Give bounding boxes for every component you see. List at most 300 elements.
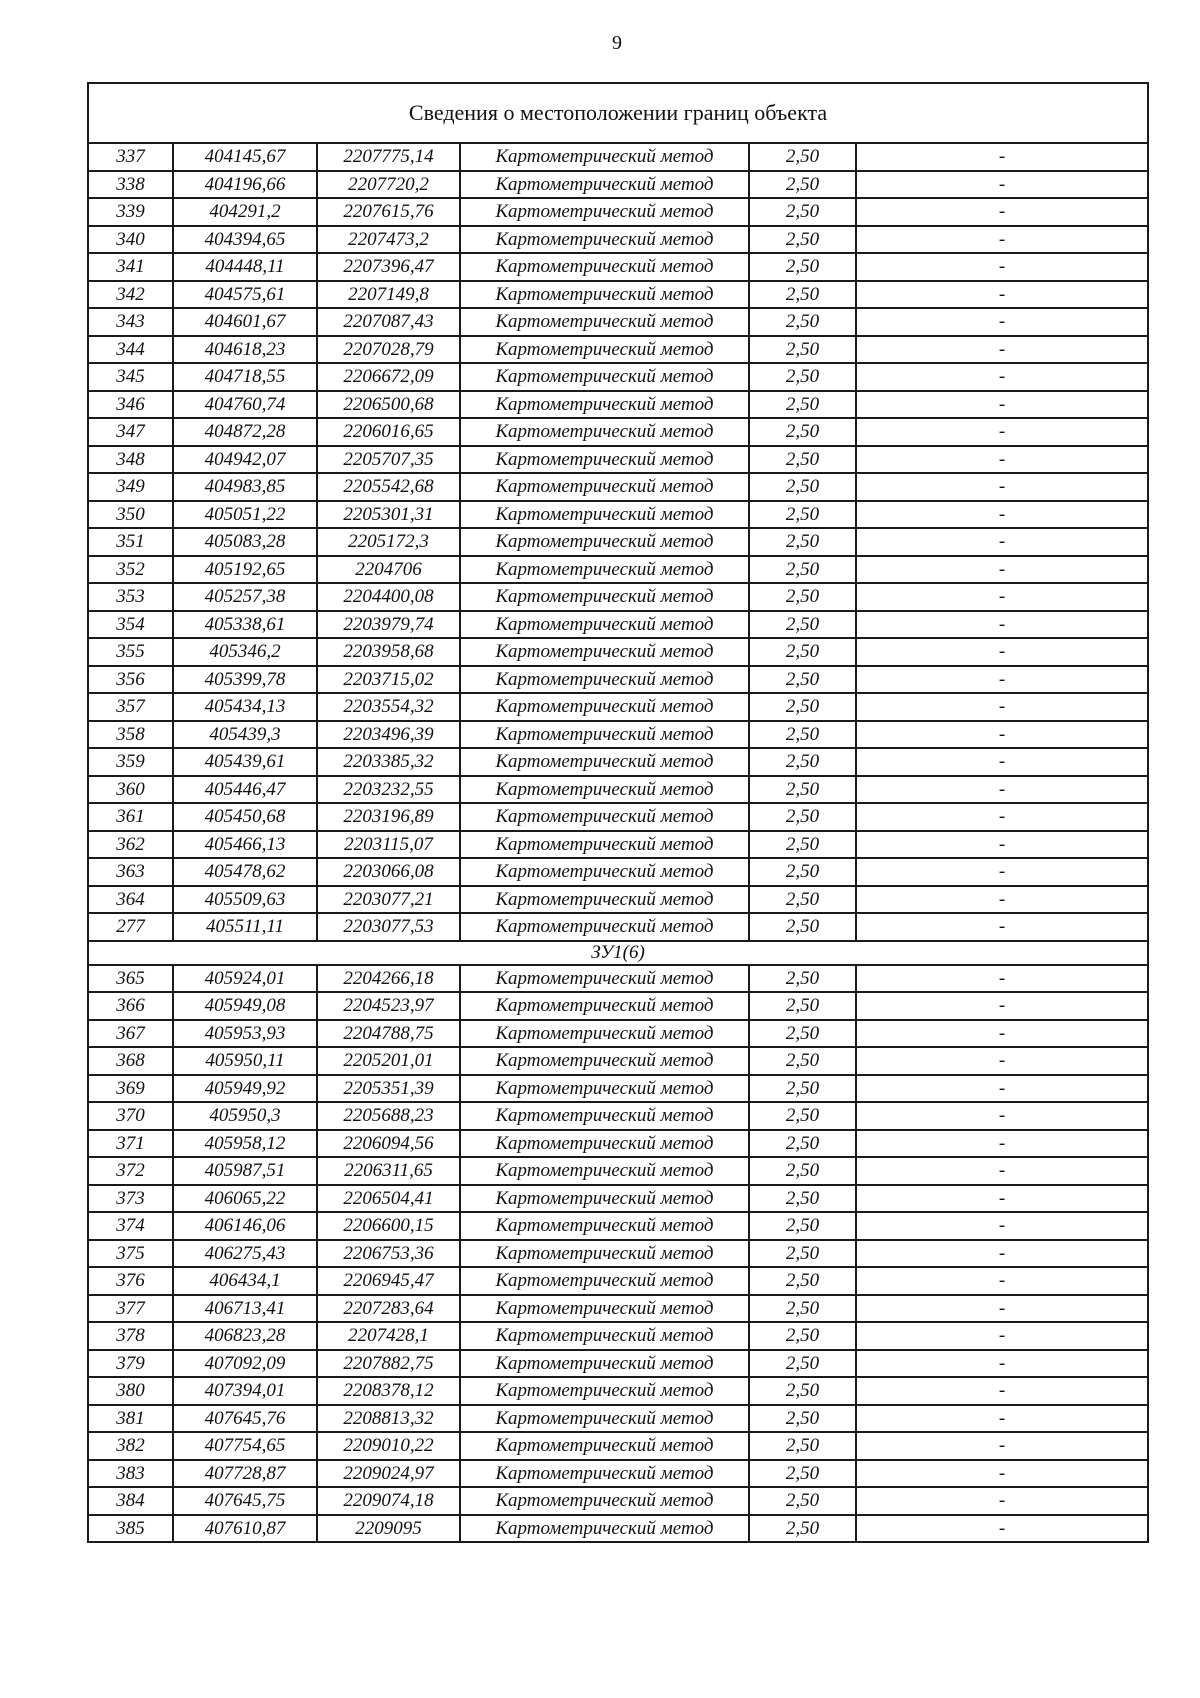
precision-cell: 2,50 [749,721,856,749]
precision-cell: 2,50 [749,253,856,281]
point-number-cell: 344 [88,336,173,364]
coordinate-x-cell: 407728,87 [173,1460,317,1488]
method-cell: Картометрический метод [460,965,749,993]
coordinate-x-cell: 404942,07 [173,446,317,474]
coordinate-y-cell: 2206753,36 [317,1240,460,1268]
method-cell: Картометрический метод [460,748,749,776]
coordinate-x-cell: 406434,1 [173,1267,317,1295]
coordinate-x-cell: 404983,85 [173,473,317,501]
precision-cell: 2,50 [749,693,856,721]
point-number-cell: 374 [88,1212,173,1240]
precision-cell: 2,50 [749,1047,856,1075]
point-number-cell: 376 [88,1267,173,1295]
coordinate-x-cell: 406275,43 [173,1240,317,1268]
coordinate-x-cell: 405953,93 [173,1020,317,1048]
coordinate-x-cell: 407645,76 [173,1405,317,1433]
coordinate-x-cell: 405257,38 [173,583,317,611]
coordinate-x-cell: 404618,23 [173,336,317,364]
point-number-cell: 379 [88,1350,173,1378]
coordinate-x-cell: 405434,13 [173,693,317,721]
coordinate-x-cell: 405083,28 [173,528,317,556]
coordinate-x-cell: 405987,51 [173,1157,317,1185]
method-cell: Картометрический метод [460,336,749,364]
point-number-cell: 359 [88,748,173,776]
table-row [88,1185,1148,1213]
method-cell: Картометрический метод [460,913,749,941]
table-row [88,253,1148,281]
table-row [88,501,1148,529]
method-cell: Картометрический метод [460,1515,749,1543]
description-cell: - [856,803,1148,831]
coordinate-x-cell: 404760,74 [173,391,317,419]
point-number-cell: 345 [88,363,173,391]
method-cell: Картометрический метод [460,992,749,1020]
precision-cell: 2,50 [749,336,856,364]
precision-cell: 2,50 [749,473,856,501]
coordinate-x-cell: 405439,61 [173,748,317,776]
coordinate-x-cell: 405511,11 [173,913,317,941]
precision-cell: 2,50 [749,611,856,639]
precision-cell: 2,50 [749,858,856,886]
coordinate-y-cell: 2203979,74 [317,611,460,639]
point-number-cell: 350 [88,501,173,529]
description-cell: - [856,886,1148,914]
description-cell: - [856,446,1148,474]
description-cell: - [856,418,1148,446]
method-cell: Картометрический метод [460,1240,749,1268]
precision-cell: 2,50 [749,1212,856,1240]
precision-cell: 2,50 [749,1515,856,1543]
coordinate-y-cell: 2207882,75 [317,1350,460,1378]
precision-cell: 2,50 [749,198,856,226]
method-cell: Картометрический метод [460,886,749,914]
method-cell: Картометрический метод [460,308,749,336]
method-cell: Картометрический метод [460,666,749,694]
table-row [88,1212,1148,1240]
table-row [88,198,1148,226]
description-cell: - [856,556,1148,584]
description-cell: - [856,638,1148,666]
coordinate-y-cell: 2205201,01 [317,1047,460,1075]
method-cell: Картометрический метод [460,1130,749,1158]
description-cell: - [856,281,1148,309]
table-row [88,1240,1148,1268]
method-cell: Картометрический метод [460,1487,749,1515]
coordinate-y-cell: 2207720,2 [317,171,460,199]
coordinate-y-cell: 2203066,08 [317,858,460,886]
table-row [88,721,1148,749]
description-cell: - [856,748,1148,776]
precision-cell: 2,50 [749,1432,856,1460]
table-row [88,831,1148,859]
method-cell: Картометрический метод [460,1020,749,1048]
table-row [88,528,1148,556]
coordinate-y-cell: 2206945,47 [317,1267,460,1295]
table-row [88,913,1148,941]
description-cell: - [856,308,1148,336]
precision-cell: 2,50 [749,1322,856,1350]
coordinate-x-cell: 407645,75 [173,1487,317,1515]
coordinate-y-cell: 2203554,32 [317,693,460,721]
precision-cell: 2,50 [749,666,856,694]
precision-cell: 2,50 [749,363,856,391]
table-row [88,748,1148,776]
coordinate-x-cell: 404145,67 [173,143,317,171]
description-cell: - [856,501,1148,529]
coordinate-y-cell: 2203196,89 [317,803,460,831]
precision-cell: 2,50 [749,1350,856,1378]
coordinate-x-cell: 405446,47 [173,776,317,804]
point-number-cell: 337 [88,143,173,171]
table-row [88,1487,1148,1515]
method-cell: Картометрический метод [460,473,749,501]
table-row [88,391,1148,419]
coordinate-y-cell: 2204400,08 [317,583,460,611]
description-cell: - [856,473,1148,501]
description-cell: - [856,1460,1148,1488]
method-cell: Картометрический метод [460,776,749,804]
method-cell: Картометрический метод [460,226,749,254]
precision-cell: 2,50 [749,308,856,336]
description-cell: - [856,391,1148,419]
table-title-row [88,83,1148,143]
description-cell: - [856,693,1148,721]
table-row [88,886,1148,914]
point-number-cell: 381 [88,1405,173,1433]
table-row [88,858,1148,886]
point-number-cell: 377 [88,1295,173,1323]
table-row [88,418,1148,446]
table-row [88,1130,1148,1158]
description-cell: - [856,721,1148,749]
coordinate-y-cell: 2205707,35 [317,446,460,474]
table-row [88,1267,1148,1295]
table-row [88,1405,1148,1433]
coordinate-y-cell: 2206311,65 [317,1157,460,1185]
coordinate-y-cell: 2203496,39 [317,721,460,749]
method-cell: Картометрический метод [460,1405,749,1433]
precision-cell: 2,50 [749,528,856,556]
coordinate-x-cell: 405509,63 [173,886,317,914]
coordinate-x-cell: 406823,28 [173,1322,317,1350]
coordinate-x-cell: 405346,2 [173,638,317,666]
method-cell: Картометрический метод [460,1075,749,1103]
table-row [88,1322,1148,1350]
table-row [88,1102,1148,1130]
coordinate-y-cell: 2205351,39 [317,1075,460,1103]
coordinate-y-cell: 2207615,76 [317,198,460,226]
coordinate-x-cell: 405949,08 [173,992,317,1020]
table-row [88,1157,1148,1185]
coordinate-x-cell: 404291,2 [173,198,317,226]
table-row [88,556,1148,584]
point-number-cell: 338 [88,171,173,199]
description-cell: - [856,171,1148,199]
table-row [88,336,1148,364]
precision-cell: 2,50 [749,446,856,474]
coordinate-y-cell: 2207087,43 [317,308,460,336]
table-row [88,611,1148,639]
point-number-cell: 356 [88,666,173,694]
precision-cell: 2,50 [749,776,856,804]
precision-cell: 2,50 [749,1377,856,1405]
method-cell: Картометрический метод [460,556,749,584]
coordinate-y-cell: 2203385,32 [317,748,460,776]
coordinate-y-cell: 2206672,09 [317,363,460,391]
method-cell: Картометрический метод [460,1295,749,1323]
description-cell: - [856,336,1148,364]
description-cell: - [856,1047,1148,1075]
description-cell: - [856,831,1148,859]
point-number-cell: 373 [88,1185,173,1213]
method-cell: Картометрический метод [460,281,749,309]
description-cell: - [856,1267,1148,1295]
method-cell: Картометрический метод [460,418,749,446]
point-number-cell: 341 [88,253,173,281]
coordinate-x-cell: 405478,62 [173,858,317,886]
point-number-cell: 372 [88,1157,173,1185]
precision-cell: 2,50 [749,1157,856,1185]
point-number-cell: 277 [88,913,173,941]
precision-cell: 2,50 [749,913,856,941]
point-number-cell: 354 [88,611,173,639]
precision-cell: 2,50 [749,803,856,831]
point-number-cell: 366 [88,992,173,1020]
table-row [88,1020,1148,1048]
precision-cell: 2,50 [749,1240,856,1268]
point-number-cell: 342 [88,281,173,309]
table-row [88,803,1148,831]
description-cell: - [856,858,1148,886]
method-cell: Картометрический метод [460,198,749,226]
point-number-cell: 369 [88,1075,173,1103]
coordinate-x-cell: 405949,92 [173,1075,317,1103]
coordinate-x-cell: 407394,01 [173,1377,317,1405]
precision-cell: 2,50 [749,391,856,419]
point-number-cell: 358 [88,721,173,749]
table-row [88,473,1148,501]
description-cell: - [856,1075,1148,1103]
method-cell: Картометрический метод [460,1102,749,1130]
precision-cell: 2,50 [749,1487,856,1515]
method-cell: Картометрический метод [460,1047,749,1075]
description-cell: - [856,226,1148,254]
coordinate-y-cell: 2206094,56 [317,1130,460,1158]
coordinate-y-cell: 2205301,31 [317,501,460,529]
coordinate-y-cell: 2209024,97 [317,1460,460,1488]
table-row [88,583,1148,611]
precision-cell: 2,50 [749,1185,856,1213]
precision-cell: 2,50 [749,171,856,199]
description-cell: - [856,611,1148,639]
point-number-cell: 343 [88,308,173,336]
coordinate-y-cell: 2203115,07 [317,831,460,859]
coordinate-x-cell: 405439,3 [173,721,317,749]
description-cell: - [856,965,1148,993]
point-number-cell: 339 [88,198,173,226]
coordinate-y-cell: 2208378,12 [317,1377,460,1405]
precision-cell: 2,50 [749,1020,856,1048]
method-cell: Картометрический метод [460,446,749,474]
table-row [88,226,1148,254]
point-number-cell: 347 [88,418,173,446]
precision-cell: 2,50 [749,143,856,171]
coordinate-y-cell: 2204706 [317,556,460,584]
table-row [88,1047,1148,1075]
method-cell: Картометрический метод [460,1377,749,1405]
method-cell: Картометрический метод [460,721,749,749]
coordinate-x-cell: 405338,61 [173,611,317,639]
coordinate-y-cell: 2206016,65 [317,418,460,446]
coordinate-y-cell: 2209095 [317,1515,460,1543]
table-row [88,776,1148,804]
method-cell: Картометрический метод [460,1212,749,1240]
precision-cell: 2,50 [749,1460,856,1488]
point-number-cell: 365 [88,965,173,993]
point-number-cell: 360 [88,776,173,804]
method-cell: Картометрический метод [460,171,749,199]
table-row [88,1460,1148,1488]
coordinate-y-cell: 2207283,64 [317,1295,460,1323]
point-number-cell: 368 [88,1047,173,1075]
coordinate-y-cell: 2206504,41 [317,1185,460,1213]
coordinate-y-cell: 2205688,23 [317,1102,460,1130]
coordinate-x-cell: 406146,06 [173,1212,317,1240]
point-number-cell: 385 [88,1515,173,1543]
precision-cell: 2,50 [749,1267,856,1295]
description-cell: - [856,363,1148,391]
table-row [88,666,1148,694]
section-row [88,941,1148,965]
coordinate-y-cell: 2203715,02 [317,666,460,694]
description-cell: - [856,992,1148,1020]
precision-cell: 2,50 [749,748,856,776]
description-cell: - [856,1185,1148,1213]
table-row [88,638,1148,666]
boundary-coordinates-table [87,82,1149,1543]
table-row [88,992,1148,1020]
coordinate-y-cell: 2203077,21 [317,886,460,914]
precision-cell: 2,50 [749,1295,856,1323]
description-cell: - [856,583,1148,611]
method-cell: Картометрический метод [460,391,749,419]
coordinate-x-cell: 405950,11 [173,1047,317,1075]
point-number-cell: 375 [88,1240,173,1268]
method-cell: Картометрический метод [460,638,749,666]
point-number-cell: 383 [88,1460,173,1488]
precision-cell: 2,50 [749,556,856,584]
coordinate-y-cell: 2204523,97 [317,992,460,1020]
method-cell: Картометрический метод [460,831,749,859]
table-row [88,1515,1148,1543]
coordinate-x-cell: 407754,65 [173,1432,317,1460]
point-number-cell: 384 [88,1487,173,1515]
method-cell: Картометрический метод [460,143,749,171]
description-cell: - [856,1405,1148,1433]
coordinate-x-cell: 405950,3 [173,1102,317,1130]
method-cell: Картометрический метод [460,611,749,639]
point-number-cell: 355 [88,638,173,666]
point-number-cell: 367 [88,1020,173,1048]
point-number-cell: 348 [88,446,173,474]
coordinate-y-cell: 2206600,15 [317,1212,460,1240]
coordinate-y-cell: 2203077,53 [317,913,460,941]
coordinate-y-cell: 2209010,22 [317,1432,460,1460]
description-cell: - [856,1212,1148,1240]
coordinate-y-cell: 2207775,14 [317,143,460,171]
coordinate-x-cell: 406713,41 [173,1295,317,1323]
description-cell: - [856,1487,1148,1515]
table-title: Сведения о местоположении границ объекта [88,83,1148,143]
table-body [88,83,1148,1542]
point-number-cell: 351 [88,528,173,556]
description-cell: - [856,913,1148,941]
coordinate-y-cell: 2204266,18 [317,965,460,993]
description-cell: - [856,1102,1148,1130]
coordinate-y-cell: 2207428,1 [317,1322,460,1350]
coordinate-x-cell: 405051,22 [173,501,317,529]
point-number-cell: 361 [88,803,173,831]
method-cell: Картометрический метод [460,858,749,886]
coordinate-x-cell: 404718,55 [173,363,317,391]
description-cell: - [856,528,1148,556]
description-cell: - [856,1377,1148,1405]
point-number-cell: 352 [88,556,173,584]
description-cell: - [856,666,1148,694]
description-cell: - [856,1130,1148,1158]
table-row [88,143,1148,171]
precision-cell: 2,50 [749,501,856,529]
coordinate-x-cell: 405466,13 [173,831,317,859]
coordinate-y-cell: 2207473,2 [317,226,460,254]
precision-cell: 2,50 [749,638,856,666]
coordinate-y-cell: 2205172,3 [317,528,460,556]
page-number: 9 [612,32,622,54]
coordinate-x-cell: 404872,28 [173,418,317,446]
table-row [88,1377,1148,1405]
method-cell: Картометрический метод [460,501,749,529]
coordinate-x-cell: 406065,22 [173,1185,317,1213]
precision-cell: 2,50 [749,992,856,1020]
point-number-cell: 371 [88,1130,173,1158]
description-cell: - [856,1350,1148,1378]
precision-cell: 2,50 [749,1102,856,1130]
description-cell: - [856,1432,1148,1460]
coordinate-x-cell: 404601,67 [173,308,317,336]
coordinate-y-cell: 2209074,18 [317,1487,460,1515]
precision-cell: 2,50 [749,831,856,859]
point-number-cell: 346 [88,391,173,419]
section-label: ЗУ1(6) [88,941,1148,965]
point-number-cell: 382 [88,1432,173,1460]
precision-cell: 2,50 [749,886,856,914]
method-cell: Картометрический метод [460,528,749,556]
precision-cell: 2,50 [749,1130,856,1158]
coordinate-y-cell: 2205542,68 [317,473,460,501]
point-number-cell: 364 [88,886,173,914]
coordinate-y-cell: 2207396,47 [317,253,460,281]
coordinate-y-cell: 2206500,68 [317,391,460,419]
method-cell: Картометрический метод [460,693,749,721]
method-cell: Картометрический метод [460,1350,749,1378]
method-cell: Картометрический метод [460,1185,749,1213]
table-row [88,965,1148,993]
description-cell: - [856,1157,1148,1185]
point-number-cell: 357 [88,693,173,721]
coordinate-x-cell: 404196,66 [173,171,317,199]
coordinate-x-cell: 405924,01 [173,965,317,993]
description-cell: - [856,1322,1148,1350]
